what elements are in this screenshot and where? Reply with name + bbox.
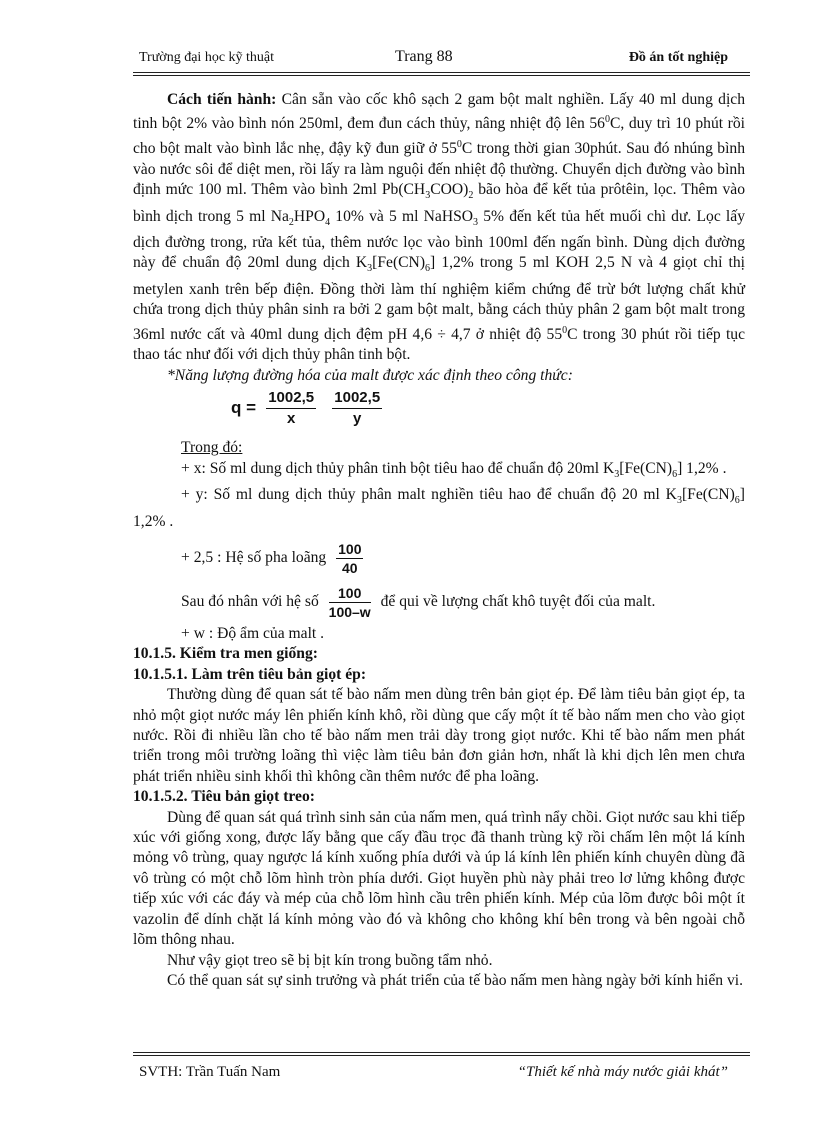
fraction-x [266,388,316,429]
fraction-dilution [336,540,363,577]
text-run: + 2,5 : Hệ số pha loãng [181,549,327,567]
text-run: 5% đến kết tủa hết muối chì dư. Lọc lấy dịch đường trong, rửa kết tủa, thêm nước lọc vào bình 100ml đến ngấn bình. Dùng dịch đường này để chuẩn độ 20ml dung dịch K [133,207,745,272]
text-run: [Fe(CN) [619,459,673,477]
method-label: Cách tiến hành: [167,91,277,108]
sub: 3 [473,216,479,228]
sub: 6 [425,263,431,275]
fraction-dilution-denominator: 40 [342,559,358,576]
sub: 6 [672,468,678,480]
fraction-dry-denominator: 100–w [328,603,371,620]
text-run: ] 1,2% trong 5 ml KOH 2,5 N và 4 giọt chỉ thị metylen xanh trên bếp điện. Đồng thời làm thí nghiệm kiểm chứng để trừ bớt lượng chất khử chứa trong dịch thủy phân sinh ra bởi 2 gam bột malt, bằng cách thủy phân 2 gam bột malt trong 36ml nước cất và 40ml dung dịch đệm pH 4,6 ÷ 4,7 ở nhiệt độ 55 [133,254,745,343]
paragraph-sealed: Như vậy giọt treo sẽ bị bịt kín trong buồng tẩm nhỏ. [167,951,493,969]
sup: 0 [562,324,568,336]
sub: 6 [734,495,740,507]
fraction-x-denominator: x [286,410,296,428]
sub: 3 [614,468,620,480]
header-doc-type: Đồ án tốt nghiệp [628,50,728,65]
def-w: + w : Độ ẩm của malt . [181,625,325,643]
section-heading-10-1-5-2: 10.1.5.2. Tiêu bản giọt treo: [133,788,315,806]
fraction-dry-numerator: 100 [329,584,371,603]
text-run: Cân sẵn vào cốc khô sạch 2 gam bột malt nghiền. Lấy 40 ml dung dịch tinh bột 2% vào bình nón 250ml, đem đun cách thủy, nâng nhiệt độ lên 56 [133,91,746,133]
sup: 0 [604,114,610,126]
paragraph-observe: Có thể quan sát sự sinh trưởng và phát triển của tế bào nấm men hàng ngày bởi kính hiển vi. [167,971,744,989]
text-run: Sau đó nhân với hệ số [181,593,319,611]
fraction-y-numerator: 1002,5 [332,388,382,409]
paragraph-pressed-drop: Thường dùng để quan sát tế bào nấm men dùng trên bản giọt ép. Để làm tiêu bản giọt ép, ta nhỏ một giọt nước máy lên phiến kính khô, rồi dùng que cấy một ít tế bào nấm men cho vào giọt nước. Rồi đi nhiều lần cho tế bào nấm men trải dày trong giọt nước. Khi tế bào nấm men phát triển trong môi trường loãng thì việc làm tiêu bản đơn giản hơn, nhất là khi dịch lên men chưa phát triển nhiều sinh khối thì không cần thêm nước để pha loãng. [133,686,745,785]
def-x [133,459,745,486]
fraction-y [332,388,382,429]
fraction-x-numerator: 1002,5 [266,388,316,409]
footer-author: SVTH: Trần Tuấn Nam [139,1064,281,1080]
formula-intro: *Năng lượng đường hóa của malt được xác định theo công thức: [167,366,573,384]
page-header [133,46,750,72]
header-school: Trường đại học kỹ thuật [139,50,275,65]
formula-q [231,388,745,434]
sub: 2 [468,190,474,202]
fraction-dilution-numerator: 100 [338,540,362,557]
page-body [133,90,745,991]
text-run: để qui về lượng chất khô tuyệt đối của malt. [380,593,656,611]
sub: 3 [676,495,682,507]
text-run: [Fe(CN) [372,254,426,272]
sub: 4 [325,216,331,228]
header-rule [133,72,750,76]
text-run: + x: Số ml dung dịch thủy phân tinh bột tiêu hao để chuẩn độ 20ml K [181,459,615,477]
text-run: ] 1,2% . [133,486,745,530]
def-dilution [133,536,745,580]
sup: 0 [456,139,462,150]
footer-project-title: “Thiết kế nhà máy nước giải khát” [517,1064,728,1080]
def-y [133,485,745,532]
section-heading-10-1-5: 10.1.5. Kiểm tra men giống: [133,645,318,663]
text-run: C, duy trì 10 phút rồi cho bột malt vào bình lắc nhẹ, đậy kỹ đun giữ ở 55 [133,115,745,158]
text-run: C trong 30 phút rồi tiếp tục thao tác như đối với dịch thủy phân tinh bột. [133,325,745,364]
text-run: [Fe(CN) [681,486,735,504]
text-run: + y: Số ml dung dịch thủy phân malt nghiền tiêu hao để chuẩn độ 20 ml K [181,486,677,504]
fraction-y-denominator: y [353,410,362,428]
header-page-number: Trang 88 [395,48,453,65]
where-label: Trong đó: [181,439,243,457]
fraction-dry [329,584,371,621]
text-run: COO) [430,181,469,198]
text-run: ] 1,2% . [677,459,727,477]
footer-rule [133,1052,750,1056]
paragraph-hanging-drop: Dùng để quan sát quá trình sinh sản của nấm men, quá trình nẩy chồi. Giọt nước sau khi tiếp xúc với giống xong, được lấy bằng que cấy đầu trọc đã thanh trùng kỹ rồi chấm lên một lá kính mỏng vô trùng, quay ngược lá kính xuống phía dưới và úp lá kính lên phiến kính chuyên dùng đã vô trùng có một chỗ lõm hình tròn phía dưới. Giọt huyền phù này phải treo lơ lửng không được tiếp xúc với các đáy và mép của chỗ lõm hình cầu trên phiến kính. Mép của lõm được bôi một ít vazolin để dính chặt lá kính mỏng vào đó và không cho không khí bên trong và bên ngoài chỗ lõm thông nhau. [133,808,745,949]
sub: 3 [367,263,373,275]
text-run: 10% và 5 ml NaHSO [330,207,474,225]
text-run: HPO [293,207,326,225]
sub: 3 [425,190,431,202]
formula-q-label: q = [231,398,257,418]
text-run: bão hòa để kết tủa prôtêin, lọc. Thêm vào bình dịch trong 5 ml Na [133,181,745,225]
text-run: C trong thời gian 30phút. Sau đó nhúng bình vào nước sôi để diệt men, rồi lấy ra làm nguội đến nhiệt độ thường. Chuyển dịch đường vào bình định mức 100 ml. Thêm vào bình 2ml Pb(CH [133,140,746,198]
sub: 2 [288,216,294,228]
section-heading-10-1-5-1: 10.1.5.1. Làm trên tiêu bản giọt ép: [133,665,367,683]
def-multiplier [133,580,745,624]
method-paragraph [133,90,745,366]
